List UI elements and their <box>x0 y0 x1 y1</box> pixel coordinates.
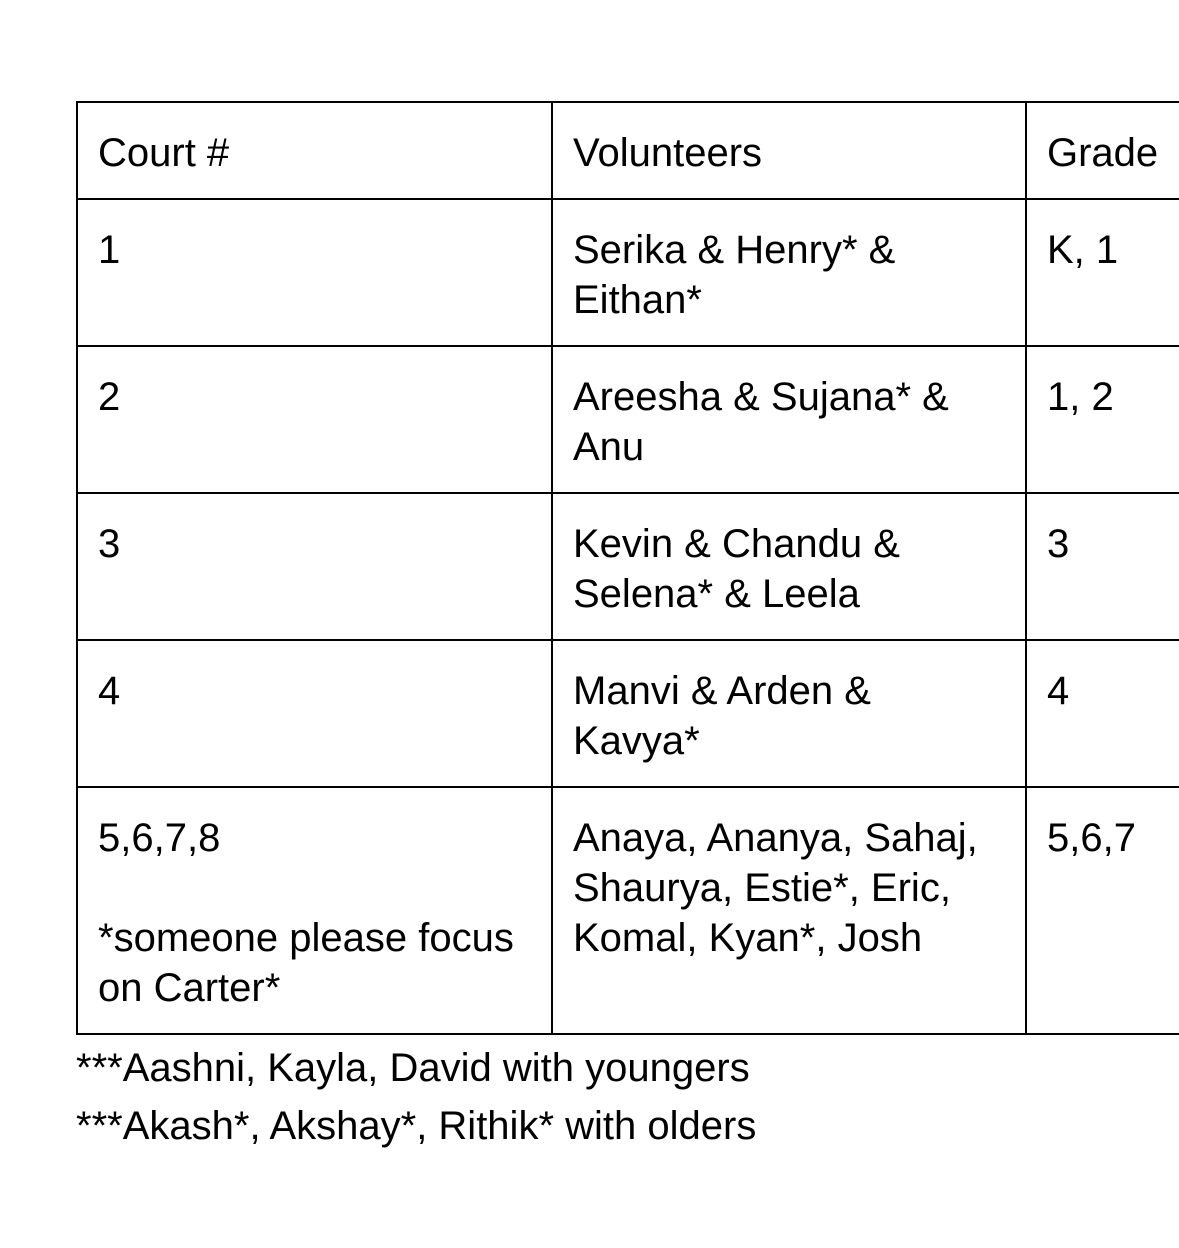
court-note: *someone please focus on Carter* <box>98 916 514 1010</box>
table-row <box>77 787 1179 1034</box>
court-cell <box>77 787 552 1034</box>
court-number: 5,6,7,8 <box>98 816 221 860</box>
footnote-olders: ***Akash*, Akshay*, Rithik* with olders <box>76 1104 757 1148</box>
court-cell: 4 <box>77 640 552 787</box>
table-row <box>77 640 1179 787</box>
header-grade: Grade <box>1026 102 1179 199</box>
table-row <box>77 346 1179 493</box>
document-body <box>76 101 1179 1155</box>
grade-cell: 5,6,7 <box>1026 787 1179 1034</box>
grade-cell: 1, 2 <box>1026 346 1179 493</box>
volunteers-cell: Kevin & Chandu & Selena* & Leela <box>552 493 1026 640</box>
footnote-youngers: ***Aashni, Kayla, David with youngers <box>76 1046 750 1090</box>
grade-cell: 3 <box>1026 493 1179 640</box>
header-volunteers: Volunteers <box>552 102 1026 199</box>
volunteers-cell: Serika & Henry* & Eithan* <box>552 199 1026 346</box>
volunteers-cell: Areesha & Sujana* & Anu <box>552 346 1026 493</box>
table-row <box>77 199 1179 346</box>
grade-cell: 4 <box>1026 640 1179 787</box>
header-court: Court # <box>77 102 552 199</box>
table-row <box>77 493 1179 640</box>
volunteers-cell: Manvi & Arden & Kavya* <box>552 640 1026 787</box>
volunteers-cell: Anaya, Ananya, Sahaj, Shaurya, Estie*, Eric, Komal, Kyan*, Josh <box>552 787 1026 1034</box>
court-cell: 3 <box>77 493 552 640</box>
court-cell: 1 <box>77 199 552 346</box>
court-schedule-table <box>76 101 1179 1035</box>
footnotes <box>76 1039 1179 1155</box>
court-cell: 2 <box>77 346 552 493</box>
grade-cell: K, 1 <box>1026 199 1179 346</box>
table-header-row <box>77 102 1179 199</box>
